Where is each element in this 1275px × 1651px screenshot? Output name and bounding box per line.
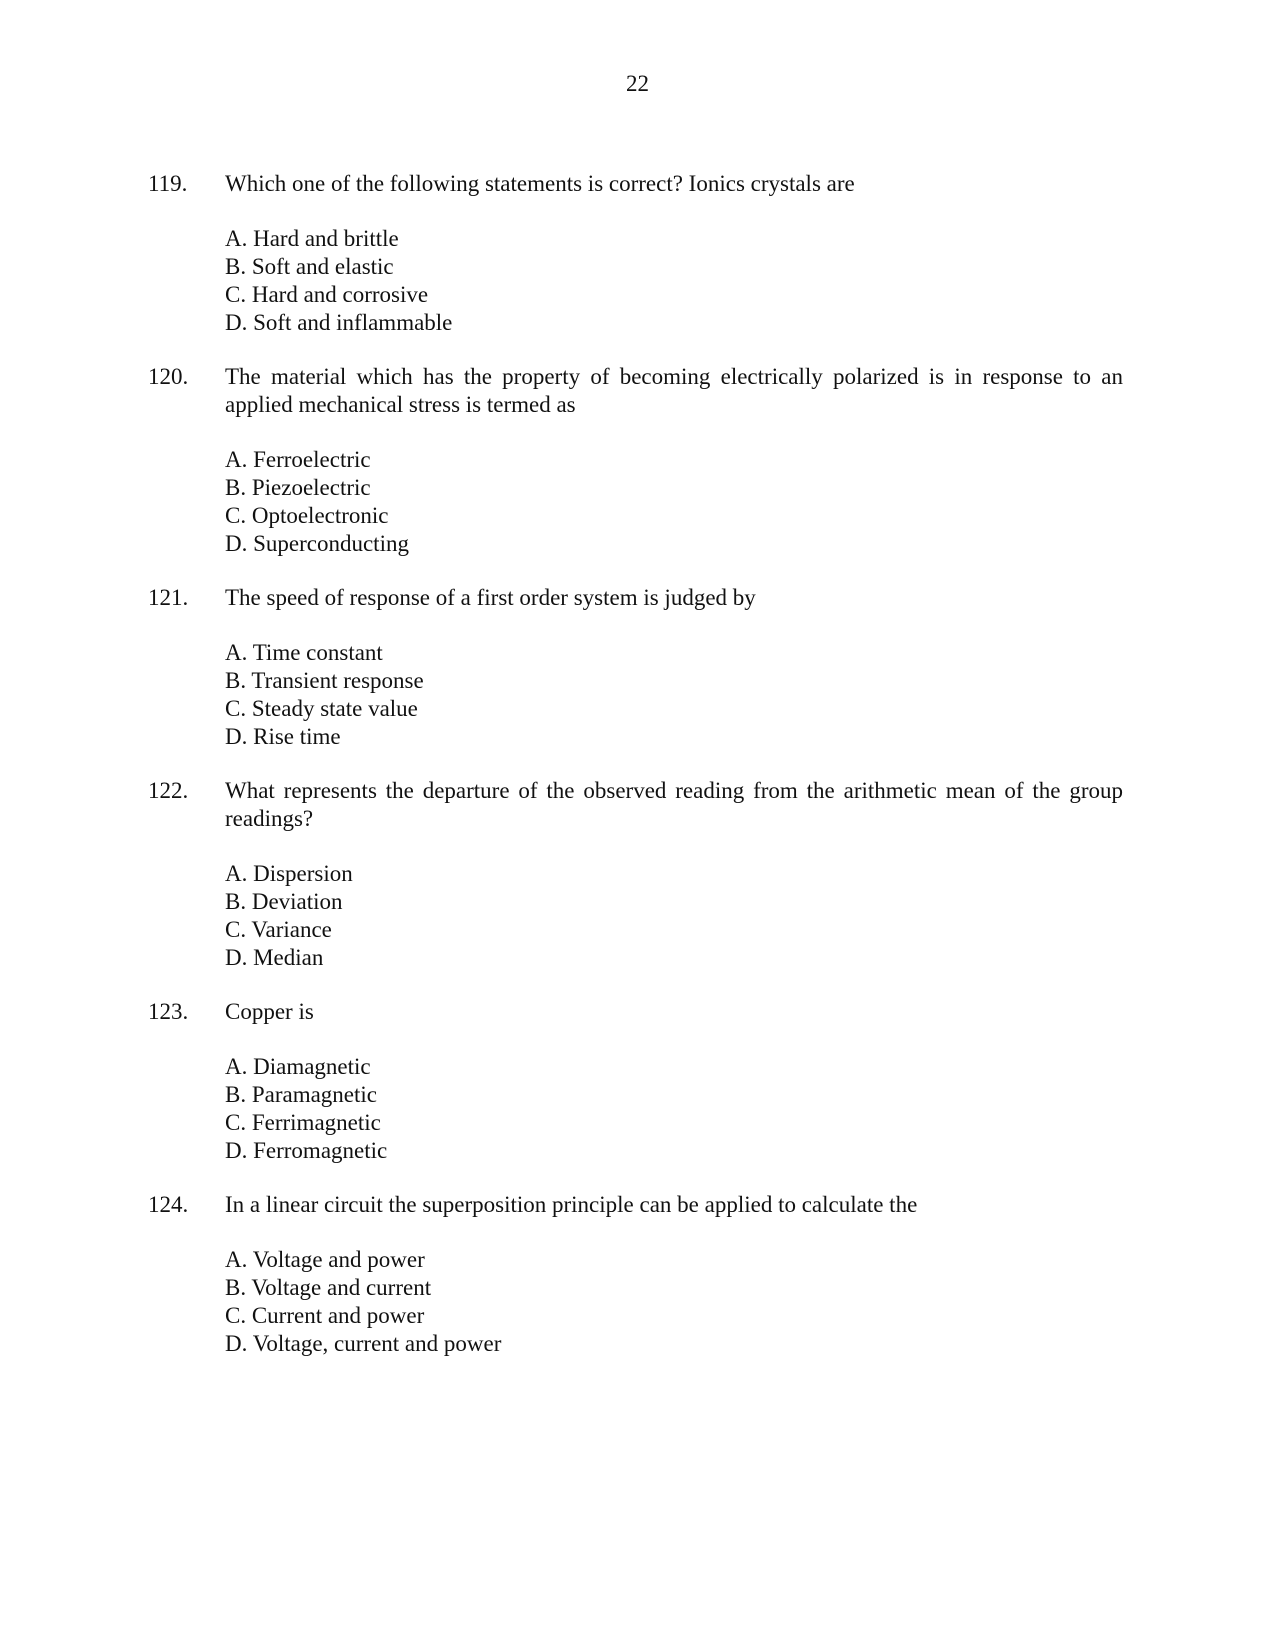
question-text: What represents the departure of the observed reading from the arithmetic mean of the group readings?: [225, 778, 1123, 831]
option-c: C. Ferrimagnetic: [225, 1110, 381, 1135]
question-list: [148, 170, 1123, 1384]
option-a: A. Hard and brittle: [225, 226, 399, 251]
page-number: 22: [626, 71, 649, 96]
question-120: [148, 363, 1123, 558]
option-list: [225, 639, 1123, 751]
question-text: In a linear circuit the superposition principle can be applied to calculate the: [225, 1192, 918, 1217]
option-c: C. Hard and corrosive: [225, 282, 429, 307]
question-119: [148, 170, 1123, 337]
question-text: Which one of the following statements is correct? Ionics crystals are: [225, 171, 855, 196]
option-b: B. Voltage and current: [225, 1275, 432, 1300]
option-b: B. Deviation: [225, 889, 343, 914]
question-number: 121.: [148, 585, 189, 610]
option-a: A. Time constant: [225, 640, 383, 665]
option-d: D. Median: [225, 945, 324, 970]
question-123: [148, 998, 1123, 1165]
option-list: [225, 860, 1123, 972]
question-text: Copper is: [225, 999, 314, 1024]
option-b: B. Transient response: [225, 668, 424, 693]
question-number: 123.: [148, 999, 189, 1024]
option-c: C. Current and power: [225, 1303, 425, 1328]
option-d: D. Superconducting: [225, 531, 409, 556]
option-c: C. Optoelectronic: [225, 503, 389, 528]
option-a: A. Voltage and power: [225, 1247, 425, 1272]
option-d: D. Voltage, current and power: [225, 1331, 502, 1356]
option-d: D. Rise time: [225, 724, 341, 749]
option-c: C. Steady state value: [225, 696, 418, 721]
question-number: 119.: [148, 171, 188, 196]
option-a: A. Dispersion: [225, 861, 353, 886]
option-list: [225, 1246, 1123, 1358]
option-b: B. Piezoelectric: [225, 475, 371, 500]
option-b: B. Paramagnetic: [225, 1082, 378, 1107]
question-text: The speed of response of a first order system is judged by: [225, 585, 756, 610]
option-list: [225, 1053, 1123, 1165]
question-121: [148, 584, 1123, 751]
option-a: A. Diamagnetic: [225, 1054, 371, 1079]
option-c: C. Variance: [225, 917, 332, 942]
question-text: The material which has the property of becoming electrically polarized is in response to an applied mechanical stress is termed as: [225, 364, 1123, 417]
question-number: 120.: [148, 364, 189, 389]
option-d: D. Soft and inflammable: [225, 310, 453, 335]
option-list: [225, 225, 1123, 337]
question-number: 124.: [148, 1192, 189, 1217]
question-122: [148, 777, 1123, 972]
question-124: [148, 1191, 1123, 1358]
option-b: B. Soft and elastic: [225, 254, 394, 279]
option-list: [225, 446, 1123, 558]
question-number: 122.: [148, 778, 189, 803]
option-d: D. Ferromagnetic: [225, 1138, 388, 1163]
option-a: A. Ferroelectric: [225, 447, 371, 472]
